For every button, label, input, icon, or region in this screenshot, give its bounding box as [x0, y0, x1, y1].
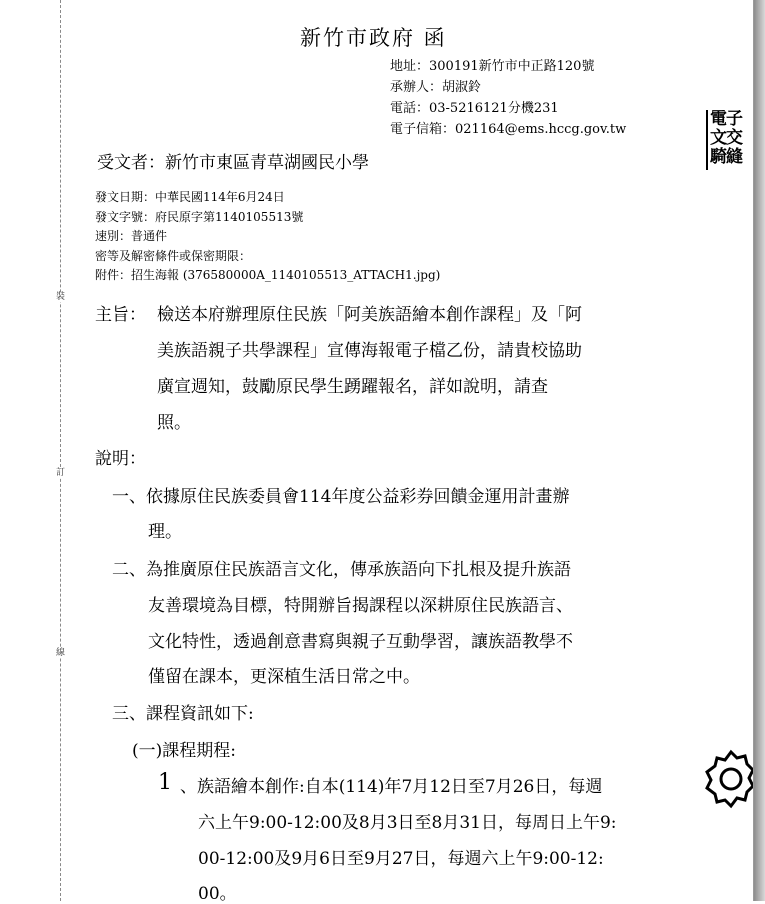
stamp-line: 文交 [710, 128, 742, 148]
subject-line: 照。 [157, 413, 191, 433]
subject-line: 美族語親子共學課程」宣傳海報電子檔乙份，請貴校協助 [157, 341, 582, 361]
description-label: 說明： [95, 449, 146, 469]
description-item-1-line: 一、依據原住民族委員會114年度公益彩券回饋金運用計畫辦 [112, 487, 570, 507]
stamp-line: 騎縫 [710, 147, 742, 167]
description-item-1-line: 理。 [148, 522, 182, 542]
attachment-link[interactable]: 附件：招生海報 (376580000A_1140105513_ATTACH1.jpg) [95, 268, 441, 282]
document-title: 新竹市政府 函 [300, 26, 447, 50]
course-item-line: 、族語繪本創作:自本(114)年7月12日至7月26日，每週 [180, 777, 603, 797]
course-item-line: 00。 [198, 884, 237, 904]
issue-date: 發文日期：中華民國114年6月24日 [95, 190, 285, 204]
binding-mark-xian: 線 [56, 648, 66, 658]
stamp-line: 電子 [710, 110, 742, 129]
subject-line: 廣宣週知，鼓勵原民學生踴躍報名，詳如說明，請查 [157, 377, 548, 397]
document-number: 發文字號：府民原字第1140105513號 [95, 209, 304, 224]
binding-mark-zhuang: 裝 [56, 292, 66, 302]
description-item-2-line: 二、為推廣原住民族語言文化，傳承族語向下扎根及提升族語 [112, 560, 571, 580]
course-item-number: 1 [158, 770, 172, 795]
description-item-2-line: 僅留在課本，更深植生活日常之中。 [148, 667, 420, 687]
contact-person: 承辦人：胡淑鈴 [390, 80, 482, 95]
subject-label: 主旨： [95, 305, 146, 325]
contact-address: 地址：300191新竹市中正路120號 [390, 59, 595, 74]
document-meta [95, 188, 440, 286]
description-item-2-line: 友善環境為目標，特開辦旨揭課程以深耕原住民族語言、 [148, 596, 573, 616]
recipient: 受文者：新竹市東區青草湖國民小學 [97, 153, 369, 173]
confidentiality: 密等及解密條件或保密期限： [95, 248, 252, 263]
electronic-seal-stamp [706, 110, 756, 170]
description-item-3-line: 三、課程資訊如下: [112, 704, 254, 724]
course-item-line: 六上午9:00-12:00及8月3日至8月31日，每周日上午9: [198, 813, 617, 833]
gear-seal-icon [703, 748, 753, 812]
contact-block [390, 56, 626, 140]
course-period-heading: (一)課程期程: [132, 741, 236, 761]
description-item-2-line: 文化特性，透過創意書寫與親子互動學習，讓族語教學不 [148, 632, 573, 652]
contact-phone: 電話：03-5216121分機231 [390, 101, 559, 116]
speed-class: 速別：普通件 [95, 229, 168, 243]
binding-mark-ding: 訂 [56, 468, 66, 478]
contact-email: 電子信箱：021164@ems.hccg.gov.tw [390, 122, 627, 137]
course-item-line: 00-12:00及9月6日至9月27日，每週六上午9:00-12: [198, 849, 604, 869]
subject-line: 檢送本府辦理原住民族「阿美族語繪本創作課程」及「阿 [157, 305, 582, 325]
binding-line [60, 0, 61, 901]
